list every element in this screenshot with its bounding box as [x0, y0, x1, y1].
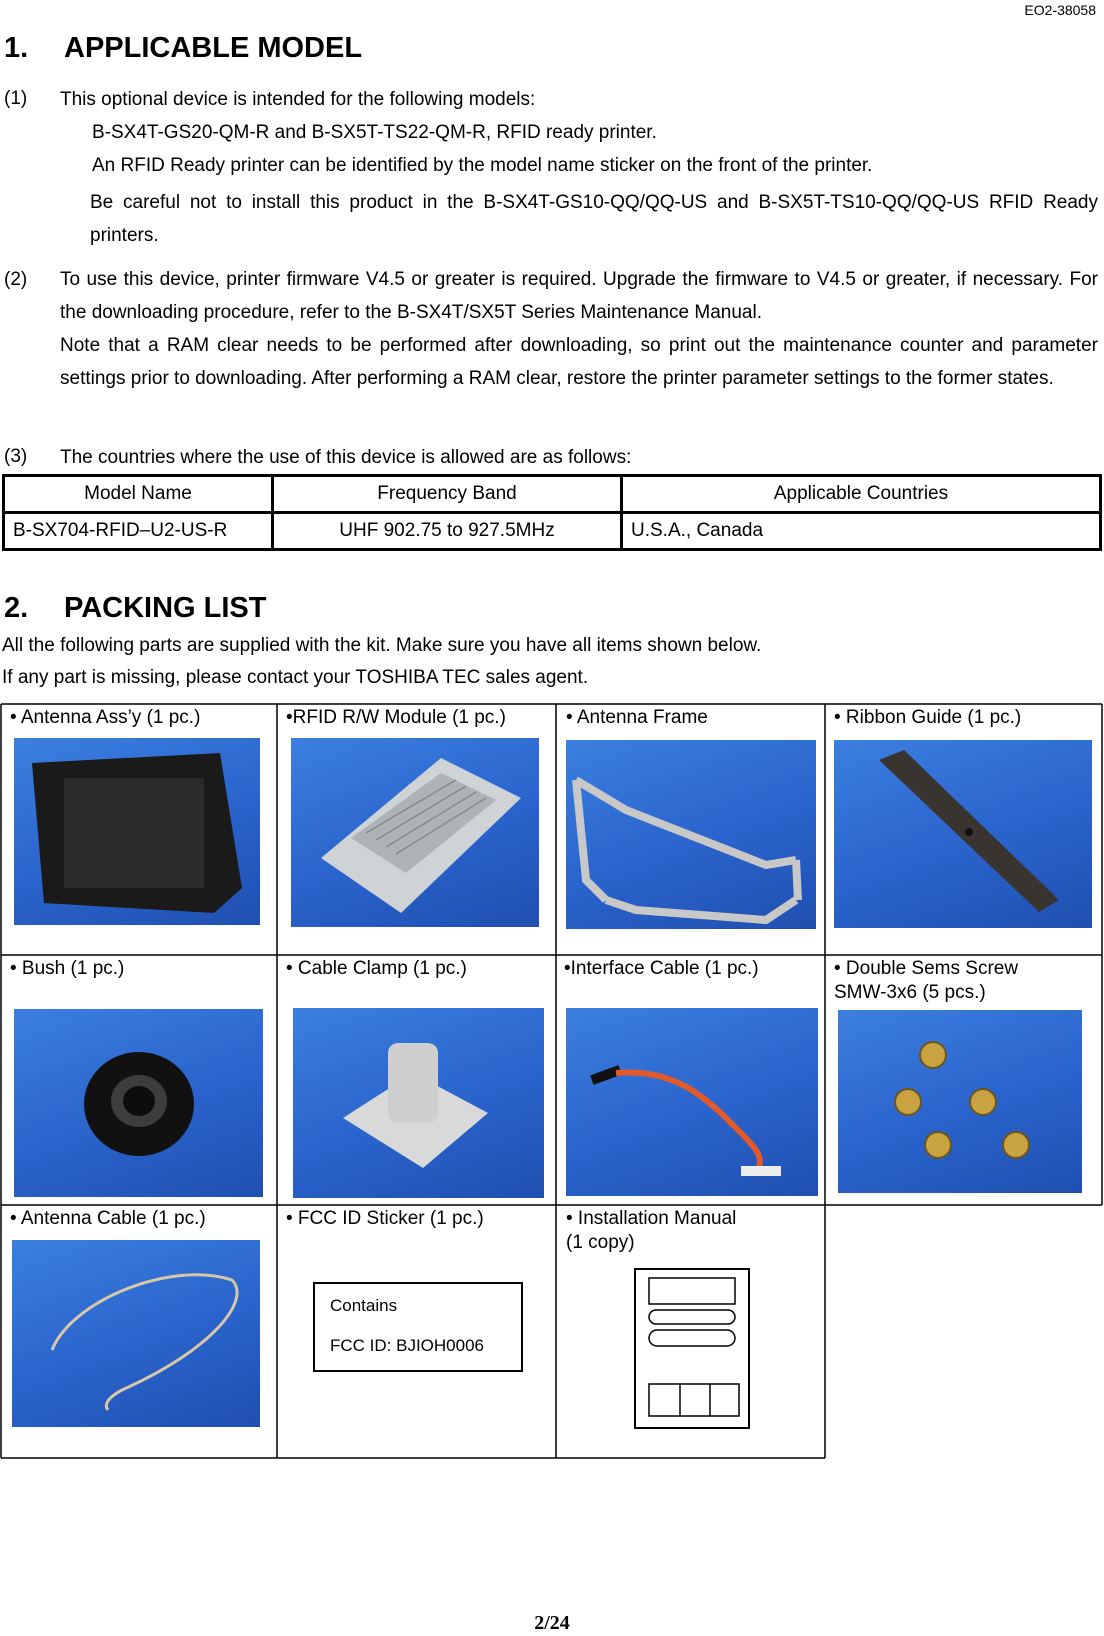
cell-applicable-countries: U.S.A., Canada [622, 513, 1101, 550]
item-1-number: (1) [4, 88, 28, 109]
fcc-id-sticker: Contains FCC ID: BJIOH0006 [313, 1282, 523, 1372]
section-2-heading: 2. PACKING LIST [4, 592, 267, 624]
part-label-antenna-cable: • Antenna Cable (1 pc.) [10, 1208, 206, 1229]
antenna-frame-image [566, 740, 816, 929]
item-3-number: (3) [4, 446, 28, 467]
cell-model-name: B-SX704-RFID–U2-US-R [4, 513, 273, 550]
header-applicable-countries: Applicable Countries [622, 476, 1101, 513]
item-1-warning: Be careful not to install this product in the B-SX4T-GS10-QQ/QQ-US and B-SX5T-TS10-QQ/QQ-US RFID Ready printers. [90, 192, 1098, 246]
cell-frequency-band: UHF 902.75 to 927.5MHz [273, 513, 622, 550]
item-2-ram-clear: Note that a RAM clear needs to be performed after downloading, so print out the maintenance counter and parameter settings prior to downloading. After performing a RAM clear, restore the printer parameter settings to the former states. [60, 335, 1098, 389]
item-1-note: An RFID Ready printer can be identified by the model name sticker on the front of the printer. [92, 155, 873, 176]
document-number: EO2-38058 [1024, 2, 1096, 18]
packing-intro-1: All the following parts are supplied with the kit. Make sure you have all items shown below. [2, 635, 762, 656]
item-1-text: This optional device is intended for the following models: [60, 89, 536, 110]
item-3-text: The countries where the use of this device is allowed are as follows: [60, 447, 632, 468]
part-label-fcc-sticker: • FCC ID Sticker (1 pc.) [286, 1208, 484, 1229]
part-label-cable-clamp: • Cable Clamp (1 pc.) [286, 958, 467, 979]
page-number: 2/24 [534, 1612, 570, 1634]
antenna-assy-image [14, 738, 260, 925]
part-label-rfid-module: •RFID R/W Module (1 pc.) [286, 707, 506, 728]
part-label-double-sems-screw: • Double Sems Screw SMW-3x6 (5 pcs.) [834, 958, 1019, 1003]
bush-image [14, 1009, 263, 1197]
header-model-name: Model Name [4, 476, 273, 513]
item-2-firmware: To use this device, printer firmware V4.5 or greater is required. Upgrade the firmware to V4.5 or greater, if necessary. For the downloading procedure, refer to the B-SX4T/SX5T Series Maintenance Manual. [60, 269, 1098, 323]
item-1-models: B-SX4T-GS20-QM-R and B-SX5T-TS22-QM-R, RFID ready printer. [92, 122, 657, 143]
screws-image [838, 1010, 1082, 1193]
item-2-number: (2) [4, 269, 28, 290]
part-label-bush: • Bush (1 pc.) [10, 958, 125, 979]
ribbon-guide-image [834, 740, 1092, 928]
cable-clamp-image [293, 1008, 544, 1198]
header-frequency-band: Frequency Band [273, 476, 622, 513]
part-label-antenna-frame: • Antenna Frame [566, 707, 708, 728]
packing-intro-2: If any part is missing, please contact your TOSHIBA TEC sales agent. [2, 667, 589, 688]
section-1-heading: 1. APPLICABLE MODEL [4, 32, 363, 64]
part-label-antenna-assy: • Antenna Ass’y (1 pc.) [10, 707, 201, 728]
interface-cable-image [566, 1008, 818, 1196]
rfid-module-image [291, 738, 539, 927]
installation-manual-icon [634, 1268, 750, 1429]
part-label-installation-manual: • Installation Manual (1 copy) [566, 1208, 737, 1253]
antenna-cable-image [12, 1240, 260, 1427]
part-label-interface-cable: •Interface Cable (1 pc.) [564, 958, 759, 979]
part-label-ribbon-guide: • Ribbon Guide (1 pc.) [834, 707, 1022, 728]
